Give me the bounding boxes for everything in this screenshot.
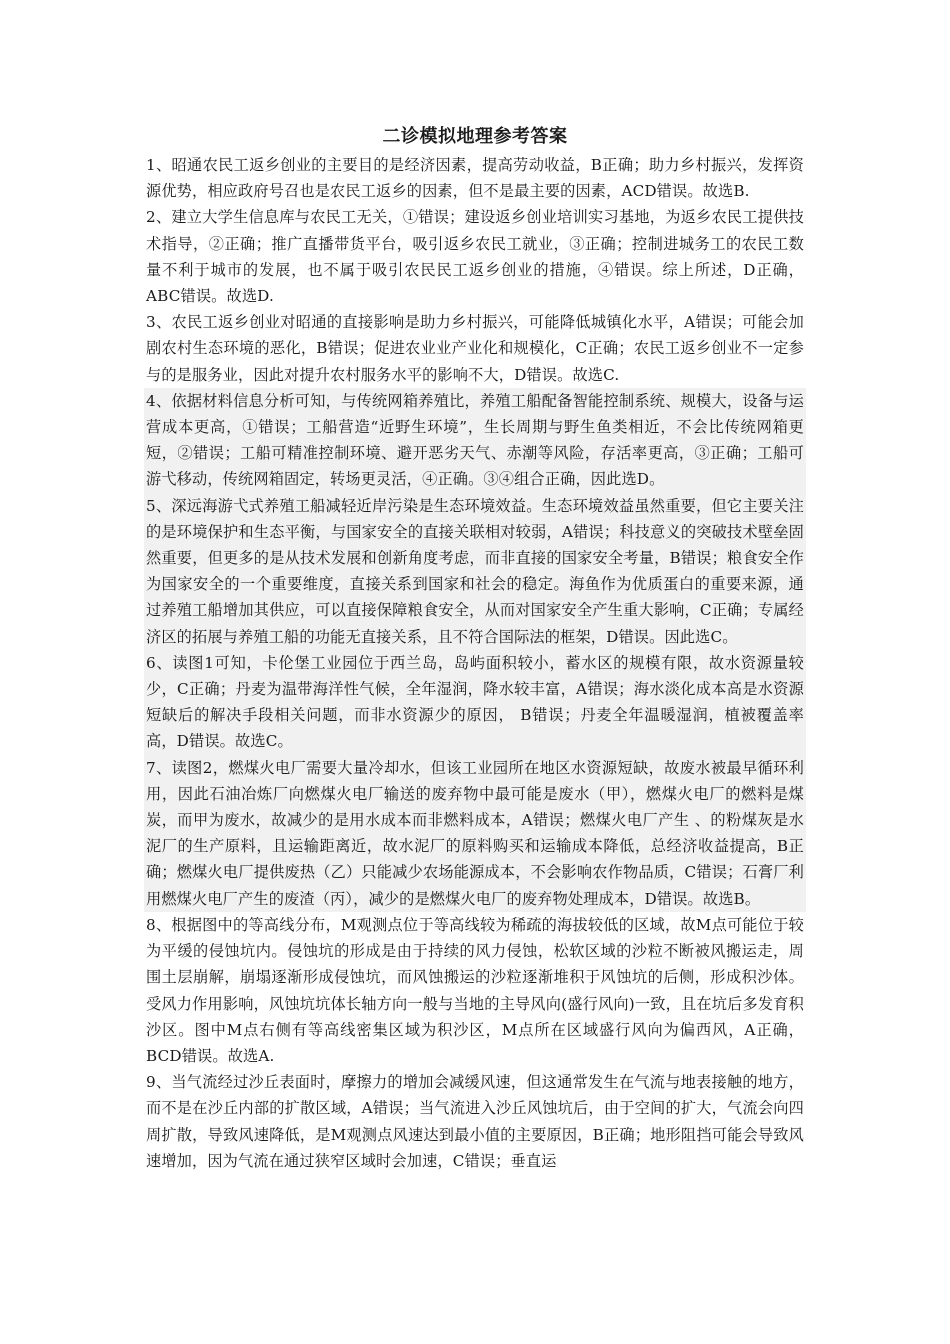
answer-9: 9、当气流经过沙丘表面时，摩擦力的增加会减缓风速，但这通常发生在气流与地表接触的地方，而不是在沙丘内部的扩散区域，A错误；当气流进入沙丘风蚀坑后，由于空间的扩大，气流会向四周扩散，导致风速降低，是M观测点风速达到最小值的主要原因，B正确；地形阻挡可能会导致风速增加，因为气流在通过狭窄区域时会加速，C错误；垂直运 xyxy=(146,1073,804,1170)
answer-1: 1、昭通农民工返乡创业的主要目的是经济因素，提高劳动收益，B正确；助力乡村振兴，发挥资源优势，相应政府号召也是农民工返乡的因素，但不是最主要的因素，ACD错误。故选B. xyxy=(146,156,804,201)
answer-5: 5、深远海游弋式养殖工船减轻近岸污染是生态环境效益。生态环境效益虽然重要，但它主要关注的是环境保护和生态平衡，与国家安全的直接关联相对较弱，A错误；科技意义的突破技术壁垒固然重要，但更多的是从技术发展和创新角度考虑，而非直接的国家安全考量，B错误；粮食安全作为国家安全的一个重要维度，直接关系到国家和社会的稳定。海鱼作为优质蛋白的重要来源，通过养殖工船增加其供应，可以直接保障粮食安全，从而对国家安全产生重大影响，C正确；专属经济区的拓展与养殖工船的功能无直接关系，且不符合国际法的框架，D错误。因此选C。 xyxy=(144,493,806,650)
answer-2: 2、建立大学生信息库与农民工无关，①错误；建设返乡创业培训实习基地，为返乡农民工提供技术指导，②正确；推广直播带货平台，吸引返乡农民工就业，③正确；控制进城务工的农民工数量不利于城市的发展，也不属于吸引农民民工返乡创业的措施，④错误。综上所述，D正确，ABC错误。故选D. xyxy=(146,208,804,306)
answer-4: 4、依据材料信息分析可知，与传统网箱养殖比，养殖工船配备智能控制系统、规模大，设备与运营成本更高，①错误；工船营造“近野生环境”，生长周期与野生鱼类相近，不会比传统网箱更短，②错误；工船可精准控制环境、避开恶劣天气、赤潮等风险，存活率更高，③正确；工船可游弋移动，传统网箱固定，转场更灵活，④正确。③④组合正确，因此选D。 xyxy=(144,388,806,493)
answer-7: 7、读图2，燃煤火电厂需要大量冷却水，但该工业园所在地区水资源短缺，故废水被最早循环利用，因此石油冶炼厂向燃煤火电厂输送的废弃物中最可能是废水（甲），燃煤火电厂的燃料是煤炭，而甲为废水，故减少的是用水成本而非燃料成本，A错误；燃煤火电厂产生 、的粉煤灰是水泥厂的生产原料，且运输距离近，故水泥厂的原料购买和运输成本降低，总经济收益提高，B正确；燃煤火电厂提供废热（乙）只能减少农场能源成本，不会影响农作物品质，C错误；石膏厂利用燃煤火电厂产生的废渣（丙），减少的是燃煤火电厂的废弃物处理成本，D错误。故选B。 xyxy=(144,755,806,912)
document-body xyxy=(144,122,806,1174)
document-title: 二诊模拟地理参考答案 xyxy=(382,126,568,147)
answer-8: 8、根据图中的等高线分布，M观测点位于等高线较为稀疏的海拔较低的区域，故M点可能位于较为平缓的侵蚀坑内。侵蚀坑的形成是由于持续的风力侵蚀，松软区域的沙粒不断被风搬运走，周围土层崩解，崩塌逐渐形成侵蚀坑，而风蚀搬运的沙粒逐渐堆积于风蚀坑的后侧，形成积沙体。受风力作用影响，风蚀坑坑体长轴方向一般与当地的主导风向(盛行风向)一致，且在坑后多发育积沙区。图中M点右侧有等高线密集区域为积沙区，M点所在区域盛行风向为偏西风，A正确，BCD错误。故选A. xyxy=(146,915,804,1065)
answer-6: 6、读图1可知，卡伦堡工业园位于西兰岛，岛屿面积较小，蓄水区的规模有限，故水资源量较少，C正确；丹麦为温带海洋性气候，全年湿润，降水较丰富，A错误；海水淡化成本高是水资源短缺后的解决手段相关问题，而非水资源少的原因， B错误；丹麦全年温暖湿润，植被覆盖率高，D错误。故选C。 xyxy=(144,650,806,755)
answer-3: 3、农民工返乡创业对昭通的直接影响是助力乡村振兴，可能降低城镇化水平，A错误；可能会加剧农村生态环境的恶化，B错误；促进农业业产业化和规模化，C正确；农民工返乡创业不一定参与的是服务业，因此对提升农村服务水平的影响不大，D错误。故选C. xyxy=(146,313,804,384)
